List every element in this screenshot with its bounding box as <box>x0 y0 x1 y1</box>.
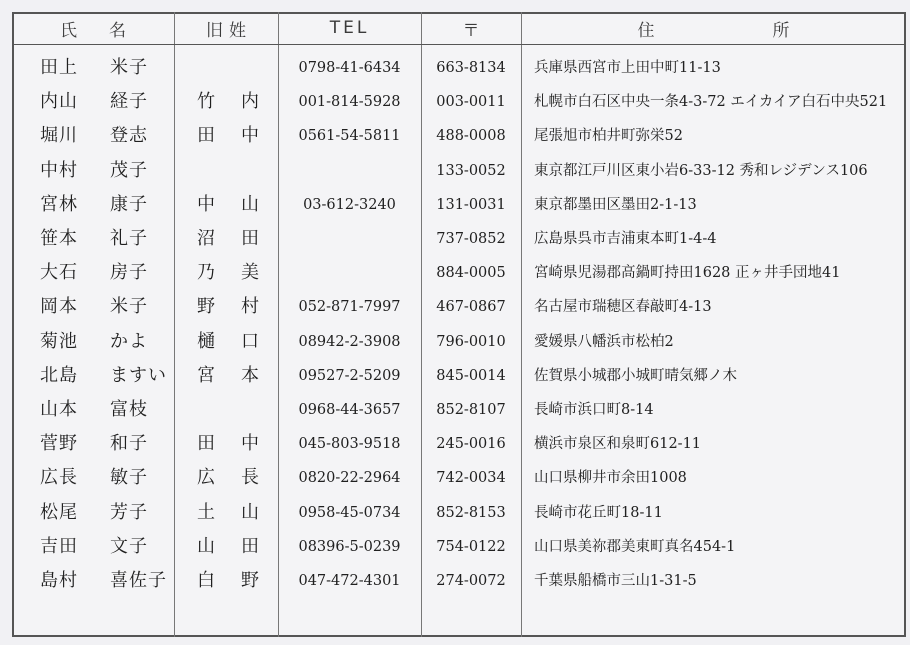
maiden-name-char: 竹 <box>197 91 215 113</box>
address: 千葉県船橋市三山1-31-5 <box>534 573 697 589</box>
phone-number: 03-612-3240 <box>303 196 396 213</box>
postal-code: 852-8107 <box>436 402 506 418</box>
postal-code: 488-0008 <box>436 128 506 145</box>
surname: 大石 <box>40 262 78 284</box>
address: 兵庫県西宮市上田中町11-13 <box>534 60 721 76</box>
given-name: ますい <box>110 364 167 386</box>
column-divider <box>174 12 175 637</box>
given-name: 米子 <box>110 296 148 318</box>
header-kyusei <box>174 12 278 44</box>
postal-code: 274-0072 <box>436 573 506 589</box>
postal-code: 467-0867 <box>436 299 506 316</box>
maiden-name-char: 田 <box>197 125 215 147</box>
maiden-name-char <box>238 155 262 187</box>
postal-code: 663-8134 <box>436 60 506 76</box>
maiden-name-char: 長 <box>241 467 259 489</box>
address: 東京都江戸川区東小岩6-33-12 秀和レジデンス106 <box>534 162 868 179</box>
surname: 堀川 <box>40 125 78 147</box>
postal-code: 884-0005 <box>436 265 506 282</box>
maiden-name-char <box>238 394 262 426</box>
column-divider <box>521 12 522 637</box>
surname: 岡本 <box>40 296 78 318</box>
postal-code: 754-0122 <box>436 538 506 555</box>
maiden-name-char <box>238 52 262 84</box>
maiden-name-char <box>194 155 218 187</box>
phone-number: 052-871-7997 <box>298 299 401 316</box>
maiden-name-char: 美 <box>241 262 259 284</box>
surname: 菅野 <box>40 433 78 455</box>
header-address <box>521 12 906 44</box>
maiden-name-char: 宮 <box>197 364 215 386</box>
maiden-name-char: 中 <box>197 193 215 215</box>
maiden-name-char: 山 <box>241 501 259 523</box>
header-divider <box>12 44 906 45</box>
phone-number: 0968-44-3657 <box>298 402 401 418</box>
postal-code: 245-0016 <box>436 436 506 453</box>
phone-number: 08942-2-3908 <box>298 333 401 350</box>
given-name: 茂子 <box>110 159 148 181</box>
maiden-name-char: 広 <box>197 467 215 489</box>
surname: 内山 <box>40 91 78 113</box>
address: 山口県美祢郡美東町真名454-1 <box>534 538 736 555</box>
maiden-name-char: 本 <box>241 364 259 386</box>
header-tel: TEL <box>329 18 370 38</box>
phone-number: 0798-41-6434 <box>298 60 401 76</box>
given-name: 礼子 <box>110 228 148 249</box>
maiden-name-char: 田 <box>241 228 259 249</box>
address: 尾張旭市柏井町弥栄52 <box>534 128 683 145</box>
maiden-name-char: 乃 <box>197 262 215 284</box>
maiden-name-char: 田 <box>197 433 215 455</box>
given-name: 文子 <box>110 535 148 557</box>
given-name: 富枝 <box>110 399 148 420</box>
postal-code: 742-0034 <box>436 470 506 487</box>
given-name: かよ <box>110 330 148 352</box>
postal-code: 852-8153 <box>436 504 506 521</box>
header-kyusei-char: 姓 <box>229 20 246 41</box>
given-name: 房子 <box>110 262 148 284</box>
maiden-name-char: 村 <box>241 296 259 318</box>
address: 宮崎県児湯郡高鍋町持田1628 正ヶ井手団地41 <box>534 265 841 282</box>
phone-number <box>278 257 421 289</box>
postal-code: 796-0010 <box>436 333 506 350</box>
postal-code: 737-0852 <box>436 231 506 247</box>
maiden-name-char <box>194 394 218 426</box>
postal-code: 845-0014 <box>436 367 506 384</box>
maiden-name-char: 野 <box>241 570 259 591</box>
given-name: 敏子 <box>110 467 148 489</box>
phone-number: 045-803-9518 <box>298 436 401 453</box>
given-name: 登志 <box>110 125 148 147</box>
maiden-name-char: 樋 <box>197 330 215 352</box>
address: 愛媛県八幡浜市松柏2 <box>534 333 674 350</box>
given-name: 米子 <box>110 57 148 78</box>
address: 東京都墨田区墨田2-1-13 <box>534 196 697 213</box>
address: 横浜市泉区和泉町612-11 <box>534 436 702 453</box>
given-name: 喜佐子 <box>110 570 167 591</box>
header-zip: 〒 <box>462 20 480 41</box>
surname: 中村 <box>40 159 78 181</box>
surname: 北島 <box>40 364 78 386</box>
maiden-name-char: 沼 <box>197 228 215 249</box>
header-name <box>12 12 174 44</box>
address-list-sheet <box>12 12 906 637</box>
address: 佐賀県小城郡小城町晴気郷ノ木 <box>534 367 737 384</box>
surname: 広長 <box>40 467 78 489</box>
surname: 田上 <box>40 57 78 78</box>
given-name: 康子 <box>110 193 148 215</box>
maiden-name-char: 野 <box>197 296 215 318</box>
surname: 菊池 <box>40 330 78 352</box>
phone-number: 09527-2-5209 <box>298 367 401 384</box>
address: 名古屋市瑞穂区春敲町4-13 <box>534 299 712 316</box>
address: 広島県呉市吉浦東本町1-4-4 <box>534 231 717 247</box>
maiden-name-char: 白 <box>197 570 215 591</box>
address: 札幌市白石区中央一条4-3-72 エイカイア白石中央521 <box>534 94 888 111</box>
surname: 島村 <box>40 570 78 591</box>
address: 山口県柳井市余田1008 <box>534 470 687 487</box>
phone-number <box>278 155 421 187</box>
address: 長崎市花丘町18-11 <box>534 504 663 521</box>
postal-code: 003-0011 <box>436 94 506 111</box>
maiden-name-char: 山 <box>241 193 259 215</box>
phone-number <box>278 223 421 255</box>
header-kyusei-char: 旧 <box>206 20 223 41</box>
surname: 吉田 <box>40 535 78 557</box>
header-name-char: 名 <box>109 20 126 41</box>
maiden-name-char: 口 <box>241 330 259 352</box>
postal-code: 133-0052 <box>436 162 506 179</box>
header-address-char: 所 <box>772 20 790 41</box>
maiden-name-char: 山 <box>197 535 215 557</box>
phone-number: 0820-22-2964 <box>298 470 401 487</box>
given-name: 和子 <box>110 433 148 455</box>
maiden-name-char: 中 <box>241 125 259 147</box>
phone-number: 047-472-4301 <box>298 573 401 589</box>
address: 長崎市浜口町8-14 <box>534 402 654 418</box>
header-address-char: 住 <box>637 20 655 41</box>
given-name: 芳子 <box>110 501 148 523</box>
phone-number: 0958-45-0734 <box>298 504 401 521</box>
given-name: 経子 <box>110 91 148 113</box>
maiden-name-char: 中 <box>241 433 259 455</box>
header-name-char: 氏 <box>60 20 77 41</box>
maiden-name-char <box>194 52 218 84</box>
phone-number: 08396-5-0239 <box>298 538 401 555</box>
maiden-name-char: 土 <box>197 501 215 523</box>
maiden-name-char: 田 <box>241 535 259 557</box>
surname: 山本 <box>40 399 78 420</box>
surname: 笹本 <box>40 228 78 249</box>
phone-number: 0561-54-5811 <box>298 128 401 145</box>
phone-number: 001-814-5928 <box>298 94 401 111</box>
postal-code: 131-0031 <box>436 196 506 213</box>
surname: 松尾 <box>40 501 78 523</box>
maiden-name-char: 内 <box>241 91 259 113</box>
surname: 宮林 <box>40 193 78 215</box>
